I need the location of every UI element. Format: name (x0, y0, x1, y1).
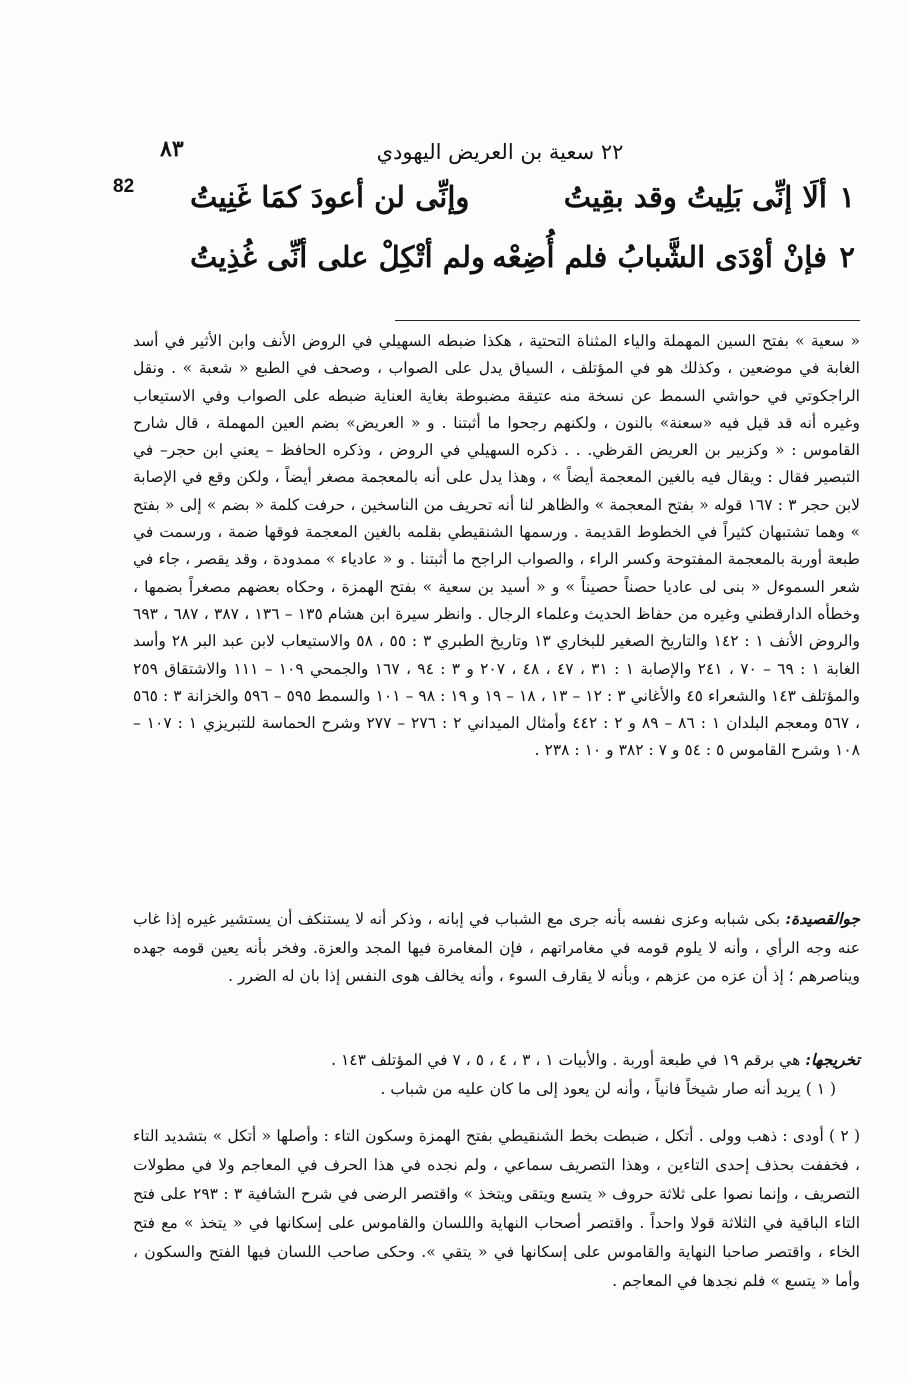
qasida-paragraph (133, 905, 860, 991)
poem (190, 180, 855, 300)
qasida-title: جوالقصيدة: (785, 909, 860, 928)
takhrij-title: تخريجها: (805, 1050, 860, 1069)
verse-second-hemistich: ولم أتْكِلْ على أنِّى غُذِيتُ (190, 240, 485, 274)
qasida-section (133, 905, 860, 991)
takhrij-text: هي برقم ١٩ في طبعة أوربة . والأبيات ١ ، ٣ ، ٤ ، ٥ ، ٧ في المؤتلف ١٤٣ . (331, 1051, 801, 1069)
verse-note-1: ( ١ ) يريد أنه صار شيخاً فانياً ، وأنه لن يعود إلى ما كان عليه من شباب . (380, 1079, 836, 1098)
verse-number: ١ (839, 180, 855, 214)
biographical-notes (133, 328, 860, 765)
takhrij-section (133, 1046, 860, 1103)
verse-first-hemistich: ألَا إنِّى بَلِيتُ وقد بقِيتُ (563, 180, 827, 214)
takhrij-paragraph (133, 1046, 860, 1075)
qasida-text: بكى شبابه وعزى نفسه بأنه جرى مع الشباب في إبانه ، وذكر أنه لا يستنكف أن يستشير غيره إذا غاب عنه وجه الرأي ، وأنه لا يلوم قومه في مغامراتهم ، فإن المغامرة فيها المجد والعزة. وفخر بأنه يعين قومه جهده ويناصرهم ؛ إذ أن عزه من عزهم ، وبأنه لا يقارف السوء ، وأنه يخالف هوى النفس إذا بان له الضرر . (133, 910, 860, 986)
page-header (140, 136, 860, 170)
page-number: ٨٣ (160, 136, 184, 162)
verse-2 (190, 240, 855, 300)
notes-paragraph: « سعية » بفتح السين المهملة والياء المثناة التحتية ، هكذا ضبطه السهيلي في الروض الأنف وابن الأثير في أسد الغابة في موضعين ، وكذلك هو في المؤتلف ، السياق يدل على الصواب ، وصحف في الطبع « شعبة » . ونقل الراجكوتي في حواشي السمط عن نسخة منه عتيقة مضبوطة بغاية العناية ضبطه على الصواب وفي الاستيعاب وغيره أنه قد قيل فيه «سعنة» بالنون ، ولكنهم رجحوا ما أثبتنا . و « العريض» بضم العين المهملة ، قال شارح القاموس : « وكزبير بن العريض القرظي. . . ذكره السهيلي في الروض ، وذكره الحافظ – يعني ابن حجر– في التبصير فقال : ويقال فيه بالغين المعجمة أيضاً » ، وهذا يدل على أنه بالمعجمة مصغر أيضاً ، ولكن وقع في الإصابة لابن حجر ٣ : ١٦٧ قوله « بفتح المعجمة » والظاهر لنا أنه تحريف من الناسخين ، حرفت كلمة « بضم » إلى « بفتح » وهما تشتبهان كثيراً في الخطوط القديمة . ورسمها الشنقيطي بقلمه بالغين المعجمة فوقها ضمة ، ورسمت في طبعة أوربة بالمعجمة المفتوحة وكسر الراء ، والصواب الراجح ما أثبتنا . و « عادياء » ممدودة ، وقد يقصر ، جاء في شعر السموءل « بنى لى عاديا حصناً حصيناً » و « أسيد بن سعية » بفتح الهمزة ، وحكاه بعضهم مصغراً بضمها ، وخطأه الدارقطني وغيره من حفاظ الحديث وعلماء الرجال . وانظر سيرة ابن هشام ١٣٥ – ١٣٦ ، ٣٨٧ ، ٦٨٧ ، ٦٩٣ والروض الأنف ١ : ١٤٢ والتاريخ الصغير للبخاري ١٣ وتاريخ الطبري ٣ : ٥٥ ، ٥٨ والاستيعاب لابن عبد البر ٢٨ وأسد الغابة ١ : ٦٩ – ٧٠ ، ٢٤١ والإصابة ١ : ٣١ ، ٤٧ ، ٤٨ ، ٢٠٧ و ٣ : ٩٤ ، ١٦٧ والجمحي ١٠٩ – ١١١ والاشتقاق ٢٥٩ والمؤتلف ١٤٣ والشعراء ٤٥ والأغاني ٣ : ١٢ – ١٣ ، ١٨ – ١٩ و ١٩ : ٩٨ – ١٠١ والسمط ٥٩٥ – ٥٩٦ والخزانة ٣ : ٥٦٥ ، ٥٦٧ ومعجم البلدان ١ : ٨٦ – ٨٩ و ٢ : ٤٤٢ وأمثال الميداني ٢ : ٢٧٦ – ٢٧٧ وشرح الحماسة للتبريزي ١ : ١٠٧ – ١٠٨ وشرح القاموس ٥ : ٥٤ و ٧ : ٣٨٢ و ١٠ : ٢٣٨ . (133, 332, 861, 760)
running-title: ٢٢ سعية بن العريض اليهودي (376, 140, 624, 164)
commentary-paragraph: ( ٢ ) أودى : ذهب وولى . أتكل ، ضبطت بخط الشنقيطي بفتح الهمزة وسكون التاء : وأصلها « أتكل » بتشديد التاء ، فخففت بحذف إحدى التاءين ، وهذا التصريف سماعي ، ولم نجده في هذا الحرف في المعاجم ولا في مطولات التصريف ، وإنما نصوا على ثلاثة حروف « يتسع ويتقى ويتخذ » واقتصر الرضى في شرح الشافية ٣ : ٢٩٣ على فتح التاء الباقية في الثلاثة قولا واحداً . واقتصر أصحاب النهاية واللسان والقاموس على إسكانها في « يتخذ » مع فتح الخاء ، واقتصر صاحبا النهاية والقاموس على إسكانها في « يتقي ». وحكى صاحب اللسان فيها الفتح والسكون ، وأما « يتسع » فلم نجدها في المعاجم . (133, 1127, 861, 1290)
verse-number: ٢ (839, 240, 855, 274)
verse-1 (190, 180, 855, 240)
footnote-divider (395, 320, 860, 321)
margin-page-number: 82 (113, 176, 135, 197)
verse-note-2 (133, 1122, 860, 1296)
verse-first-hemistich: فإنْ أوْدَى الشَّبابُ فلم أُضِعْه (492, 240, 827, 274)
verse-second-hemistich: وإنِّى لن أعودَ كمَا غَنِيتُ (190, 180, 470, 214)
